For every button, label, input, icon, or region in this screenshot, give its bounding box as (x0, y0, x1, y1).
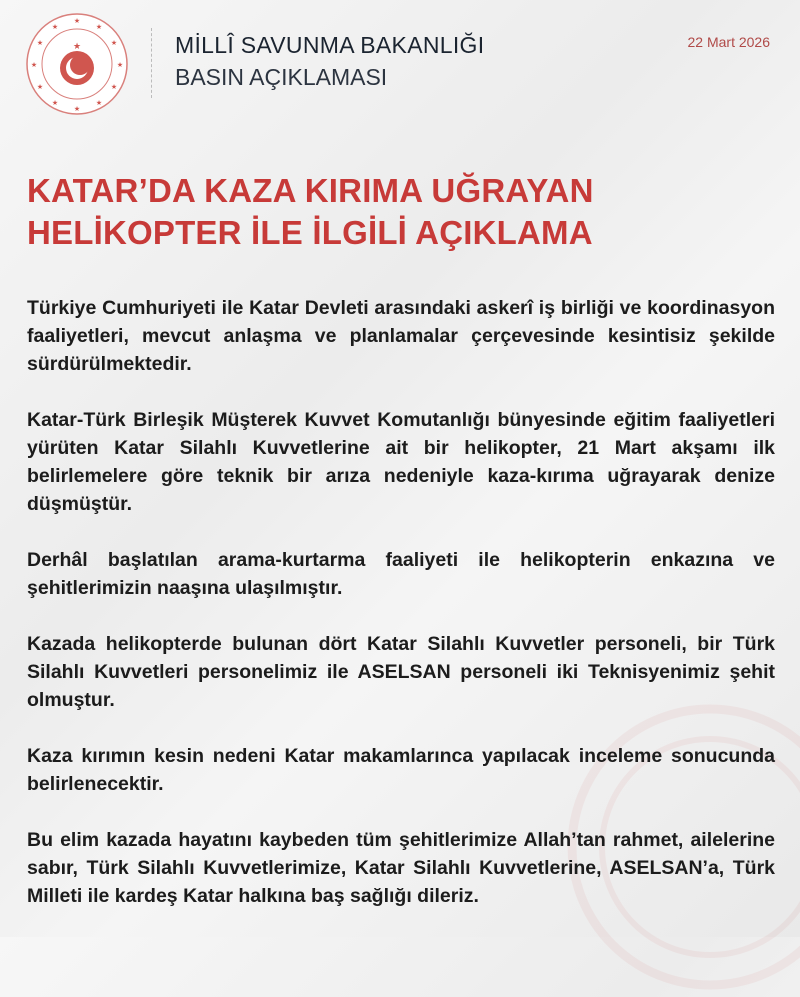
svg-text:★: ★ (51, 100, 59, 107)
ministry-seal-logo (25, 12, 129, 116)
svg-text:★: ★ (36, 40, 44, 47)
svg-text:★: ★ (73, 18, 81, 25)
svg-text:★: ★ (72, 41, 82, 51)
svg-text:★: ★ (95, 24, 103, 31)
paragraph: Katar-Türk Birleşik Müşterek Kuvvet Komutanlığı bünyesinde eğitim faaliyetleri yürüten Katar Silahlı Kuvvetlerine ait bir helikopter, 21 Mart akşamı ilk belirlemelere göre teknik bir arıza nedeniyle kaza-kırıma uğrayarak denize düşmüştür. (27, 409, 775, 515)
paragraph: Kaza kırımın kesin nedeni Katar makamlarınca yapılacak inceleme sonucunda belirlenecektir. (27, 745, 775, 795)
organization-name: MİLLÎ SAVUNMA BAKANLIĞI (175, 32, 485, 58)
header-divider (151, 28, 152, 98)
svg-text:★: ★ (95, 100, 103, 107)
svg-text:★: ★ (30, 62, 38, 69)
svg-text:★: ★ (116, 62, 124, 69)
svg-text:★: ★ (36, 84, 44, 91)
release-date: 22 Mart 2026 (687, 34, 770, 50)
svg-text:★: ★ (110, 84, 118, 91)
paragraph: Bu elim kazada hayatını kaybeden tüm şehitlerimize Allah’tan rahmet, ailelerine sabır, Türk Silahlı Kuvvetlerimize, Katar Silahlı Kuvvetlerine, ASELSAN’a, Türk Milleti ile kardeş Katar halkına baş sağlığı dileriz. (27, 829, 775, 907)
page-title (27, 170, 787, 254)
document-type: BASIN AÇIKLAMASI (175, 64, 388, 90)
svg-text:★: ★ (51, 24, 59, 31)
paragraph: Kazada helikopterde bulunan dört Katar Silahlı Kuvvetler personeli, bir Türk Silahlı Kuvvetleri personelimiz ile ASELSAN personeli iki Teknisyenimiz şehit olmuştur. (27, 633, 775, 711)
svg-text:★: ★ (110, 40, 118, 47)
paragraph: Türkiye Cumhuriyeti ile Katar Devleti arasındaki askerî iş birliği ve koordinasyon faaliyetleri, mevcut anlaşma ve planlamalar çerçevesinde kesintisiz şekilde sürdürülmektedir. (27, 297, 775, 375)
svg-text:★: ★ (73, 106, 81, 113)
title-line-2: HELİKOPTER İLE İLGİLİ AÇIKLAMA (27, 214, 593, 251)
title-line-1: KATAR’DA KAZA KIRIMA UĞRAYAN (27, 172, 594, 209)
paragraph: Derhâl başlatılan arama-kurtarma faaliyeti ile helikopterin enkazına ve şehitlerimizin naaşına ulaşılmıştır. (27, 549, 775, 599)
statement-body (27, 294, 775, 938)
